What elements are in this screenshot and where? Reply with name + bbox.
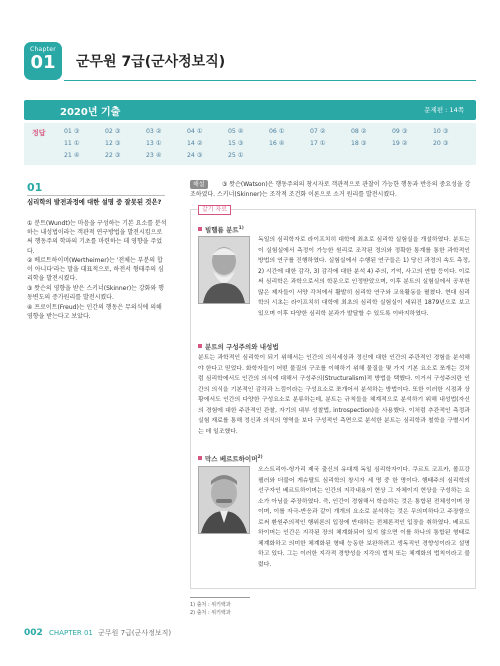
option-3: ③ 왓슨의 영향을 받은 스키너(Skinner)는 강화와 행동변도의 증가원리를 발전시켰다.	[27, 285, 164, 302]
answer-cell: 04 ①	[187, 128, 203, 135]
answer-cell: 07 ②	[310, 128, 326, 135]
wundt-portrait	[198, 236, 250, 304]
explanation-text: ③ 왓슨(Watson)은 행동주의의 창시자로 객관적으로 관찰이 가능한 행동과 반응의 중요성을 강조하였다. 스키너(Skinner)는 조작적 조건화 이론으로 소거 원리를 발전시켰다.	[190, 181, 471, 198]
year-title: 2020년 기출	[60, 107, 121, 118]
answer-cell: 02 ③	[105, 128, 121, 135]
footnote-ref: 2)	[257, 454, 263, 460]
question-text: 심리학의 발전과정에 대한 설명 중 잘못된 것은?	[27, 198, 162, 206]
page-footer	[24, 628, 171, 638]
bullet-square	[198, 456, 202, 460]
answer-cell: 18 ③	[351, 140, 367, 147]
footnote-1: 1) 출처 : 위키백과	[190, 602, 231, 608]
section-heading-wundt	[198, 225, 244, 234]
answer-cell: 06 ①	[269, 128, 285, 135]
answer-cell: 24 ③	[187, 152, 203, 159]
answer-panel	[24, 123, 476, 165]
chapter-label: Chapter	[29, 46, 57, 53]
answer-cell: 20 ③	[433, 140, 449, 147]
answer-cell: 10 ③	[433, 128, 449, 135]
answer-cell: 09 ③	[392, 128, 408, 135]
answer-cell: 12 ③	[105, 140, 121, 147]
question-number: 01	[27, 181, 43, 194]
wertheimer-portrait	[198, 466, 250, 534]
answer-cell: 15 ③	[228, 140, 244, 147]
answer-cell: 11 ①	[64, 140, 80, 147]
footer-chapter: CHAPTER 01	[49, 629, 93, 637]
option-4: ④ 프로이트(Freud)는 인간의 행동은 무의식에 의해 영향을 받는다고 보았다.	[27, 304, 162, 321]
answer-label: 정답	[32, 129, 46, 137]
footnote-2: 2) 출처 : 위키백과	[190, 610, 231, 616]
chapter-divider	[64, 80, 476, 81]
supplement-tag: 같기 자료	[198, 205, 231, 215]
page-number: 002	[24, 628, 43, 638]
answer-cell: 01 ③	[64, 128, 80, 135]
answer-cell: 03 ②	[146, 128, 162, 135]
option-2: ② 베르트하이머(Wertheimer)는 '전체는 부분의 합이 아니다'라는 말을 대표적으로, 하전서 형태주의 심리학을 발전시켰다.	[27, 257, 164, 283]
year-bar	[24, 100, 476, 120]
bullet-square	[198, 344, 202, 348]
chapter-number: 01	[30, 52, 56, 73]
section-heading-structuralism	[198, 342, 279, 351]
explanation-tag: 해설	[190, 180, 208, 189]
wundt-paragraph	[258, 235, 470, 319]
section-heading-text: 막스 베르트하이머	[205, 455, 258, 463]
chapter-header	[24, 42, 476, 82]
section-heading-text: 빌헬름 분트	[205, 226, 239, 234]
section-heading-text: 분트의 구성주의와 내성법	[205, 343, 279, 351]
bullet-square	[198, 227, 202, 231]
answer-cell: 16 ④	[269, 140, 285, 147]
answer-cell: 08 ②	[351, 128, 367, 135]
wundt-paragraph-text: 독일의 심리학자로 라이프치히 대학에 최초로 심리학 실험실을 개설하였다. 분트는 이 실험실에서 측정이 가능한 원리로 조작된 정의와 정확한 통계를 통한 과학적인 방법의 연구를 진행하였다. 실험실에서 수행된 연구들은 1) 당신 과정의 속도 측정, 2) 시간에 대한 감각, 3) 감각에 대한 분석 4) 주의, 기억, 사고의 연합 등이다. 이로써 심리학은 과학으로서의 학문으로 인정받았으며, 이후 분트의 실험실에서 공부한 많은 제자들이 서양 각처에서 활발히 심리학 연구와 교육활동을 펼쳤다. 현대 심리학의 시초는 라이프치히 대학에 최초의 심리학 실험실이 세워진 1879년으로 보고 있으며 이후 다양한 심리학 분과가 발달할 수 있도록 이바지하였다.	[258, 237, 470, 317]
problem-page-ref: 문제편 : 14쪽	[424, 106, 464, 114]
answer-cell: 13 ①	[146, 140, 162, 147]
answer-cell: 14 ②	[187, 140, 203, 147]
answer-cell: 19 ②	[392, 140, 408, 147]
chapter-title: 군무원 7급(군사정보직)	[76, 54, 226, 70]
wertheimer-paragraph: 오스트리아-헝가리 제국 출신의 유대계 독일 심리학자이다. 쿠르트 코프카, 볼프강 쾰러와 더불어 게슈탈트 심리학의 창시자 세 명 중 한 명이다. 행태주의 심리학의 선구자인 베르트하이머는 인간의 지각내용이 현상 그 자체이지 현상을 구성하는 요소가 아님을 주장하였다. 즉, 인간이 경험해서 학습하는 것은 통합된 전체성이며 장이며, 이를 자극-반응과 같이 개개의 요소로 분석하는 것은 무의미하다고 주장함으로써 환원주의적인 행위론의 입장에 반대하는 전체론적인 입장을 취하였다. 베르트하이머는 인간은 지각된 장의 체계화되어 있지 않으면 이를 하나의 통합된 형태로 체계화하고 의미한 체계화된 형태 능동한 보완하려고 생독직인 경향성이라고 설명하고 있다. 그는 이러한 지각적 경향성을 지각의 법칙 또는 체계화의 법칙이라고 불렀다.	[258, 467, 470, 568]
footnote-ref: 1)	[238, 225, 244, 231]
answer-cell: 17 ①	[310, 140, 326, 147]
section-heading-wertheimer	[198, 454, 263, 463]
answer-cell: 05 ④	[228, 128, 244, 135]
option-1: ① 분트(Wundt)는 마음을 구성하는 기본 요소를 분석하는 내성법이라는 객관적 연구방법을 발전시킴으로써 행동주의 학파의 기초를 마련하는 데 영향을 주었다.	[27, 220, 167, 255]
chapter-badge	[24, 42, 62, 80]
structuralism-paragraph: 분트는 과학적인 심리학이 되기 위해서는 인간의 의식세상과 정신에 대한 인간의 주관적인 경험을 분석해야 한다고 믿었다. 화학자들이 어떤 물질의 구조를 이해하기 위해 물질을 몇 가지 기본 요소로 쪼개는 것처럼 심리학에서도 인간의 의식에 대해서 구성주의(Structuralism)적 방법을 택했다. 이거서 구성주의란 인간의 의식을 기본적인 감각과 느낌이라는 구성요소로 쪼개어서 분석하는 방법이다. 또한 이러한 시점과 상황에서도 인간의 다양한 구성요소로 분류하는데, 분트는 규칙들을 체계적으로 분석하기 위해 내성법(자신의 경험에 대한 주관적인 관찰, 자기의 내부 성찰법, introspection)을 사용했다. 이처럼 추관적인 측정과 실험 재료를 통해 정신과 의식의 영역을 보다 구성적인 측면으로 분석한 분트는 심리학과 철학을 구별시키는 데 일조했다.	[198, 355, 470, 435]
answer-cell: 21 ④	[64, 152, 80, 159]
question-divider	[27, 195, 165, 196]
answer-cell: 25 ①	[228, 152, 244, 159]
answer-cell: 22 ③	[105, 152, 121, 159]
footer-subtitle: 군무원 7급(군사정보직)	[98, 629, 172, 637]
footnote-divider	[190, 597, 250, 598]
answer-cell: 23 ④	[146, 152, 162, 159]
